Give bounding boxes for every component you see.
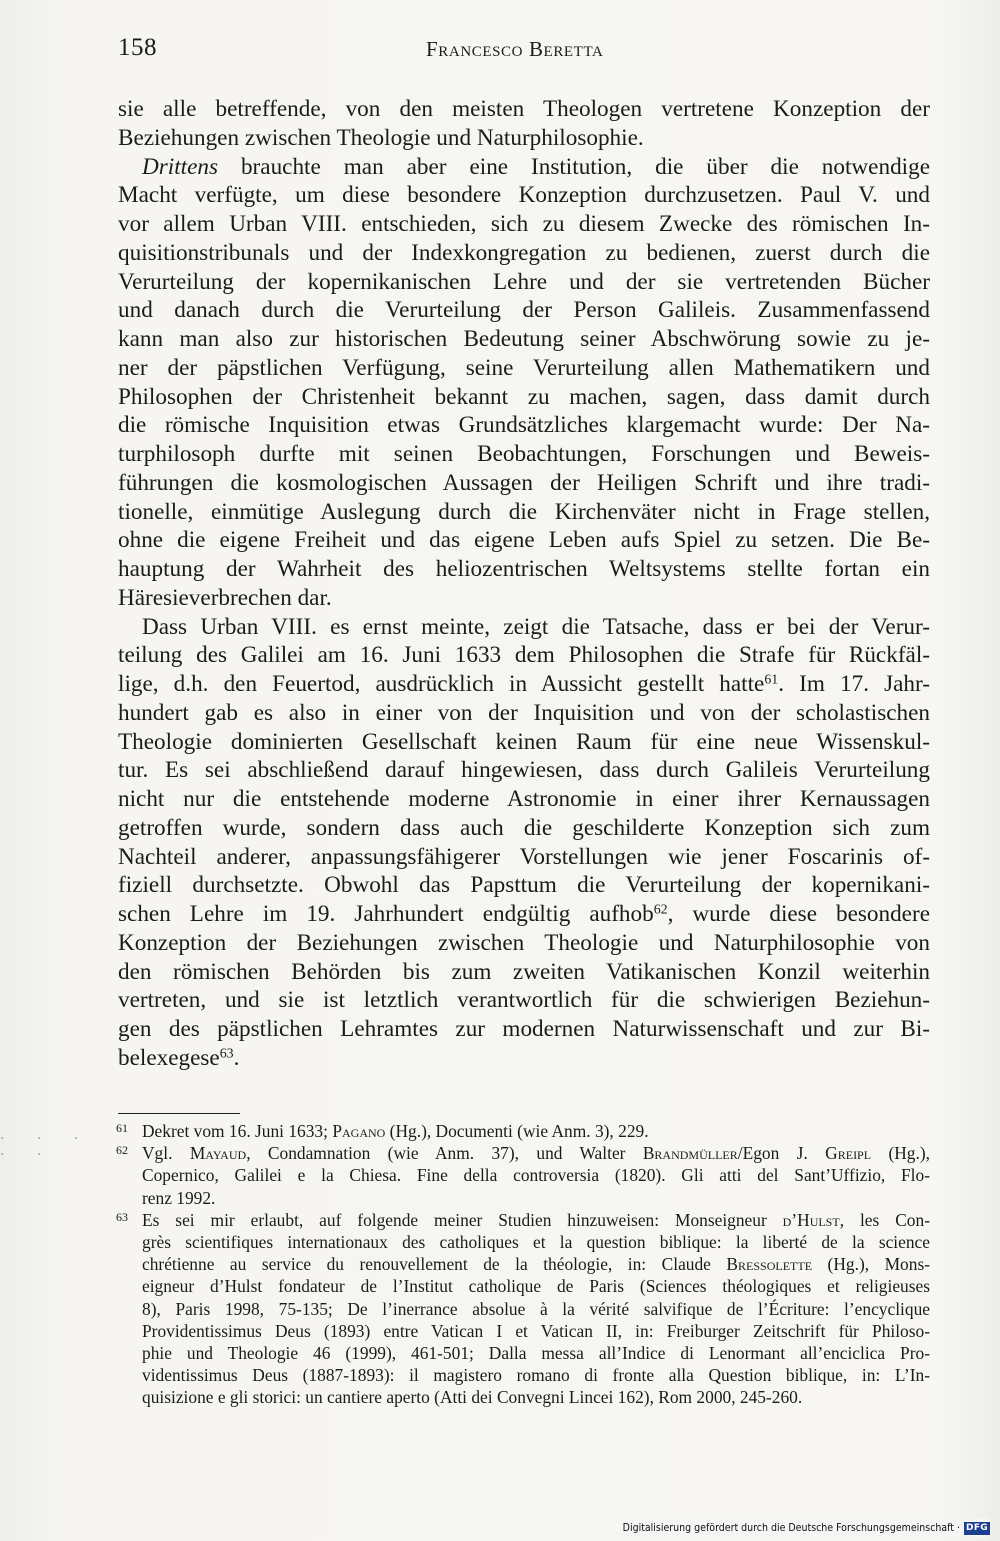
text-line xyxy=(118,670,930,699)
footnote-mark: 61 xyxy=(116,1121,128,1135)
text-line xyxy=(118,1044,930,1073)
text-line: tionelle, einmütige Auslegung durch die Kirchenväter nicht in Frage stellen, xyxy=(118,498,930,525)
footnote-line xyxy=(142,1209,930,1231)
digitization-credit xyxy=(623,1519,990,1537)
text-span: , Condamnation (wie Anm. 37), und Walter xyxy=(246,1143,643,1164)
footnote-62 xyxy=(118,1142,930,1209)
footnote-line: 8), Paris 1998, 75-135; De l’inerrance absolue à la vérité salvifique de l’Écriture: l’encyclique xyxy=(142,1298,930,1319)
text-line: Macht verfügte, um diese besondere Konzeption durchzusetzen. Paul V. und xyxy=(118,182,930,209)
footnote-line xyxy=(142,1142,930,1164)
author-name: Greipl xyxy=(825,1143,872,1164)
footnote-line: phie und Theologie 46 (1999), 461-501; Dalla messa all’Indice di Lenormant all’enciclica Pro- xyxy=(142,1343,930,1364)
text-line: ohne die eigene Freiheit und das eigene Leben aufs Spiel zu setzen. Die Be- xyxy=(118,527,930,554)
margin-marks: · · · · · xyxy=(0,1131,93,1163)
text-line xyxy=(118,900,930,929)
text-line: Beziehungen zwischen Theologie und Naturphilosophie. xyxy=(118,124,644,151)
text-line xyxy=(118,153,930,182)
footnote-line: videntissimus Deus (1887-1893): il magistero romano di fronte alla Question biblique, in: L’In- xyxy=(142,1365,930,1386)
text-span: Dekret vom 16. Juni 1633; xyxy=(142,1121,333,1141)
text-line: gen des päpstlichen Lehramtes zur modernen Naturwissenschaft und zur Bi- xyxy=(118,1016,930,1042)
credit-text: Digitalisierung gefördert durch die Deutsche Forschungsgemeinschaft · xyxy=(622,1522,960,1534)
footnote-line: renz 1992. xyxy=(142,1187,216,1208)
text-line: Dass Urban VIII. es ernst meinte, zeigt die Tatsache, dass er bei der Verur- xyxy=(142,613,930,640)
footnote-line: grès scientifiques internationaux des catholiques et la question biblique: la liberté de la science xyxy=(142,1232,930,1253)
text-span: brauchte man aber eine Institution, die über die notwendige xyxy=(218,153,930,180)
text-line: nicht nur die entstehende moderne Astronomie in einer ihrer Kernaussagen xyxy=(118,786,930,812)
text-span: (Hg.), Documenti (wie Anm. 3), 229. xyxy=(385,1121,649,1141)
page-header xyxy=(118,34,930,68)
author-name: Mayaud xyxy=(189,1143,247,1164)
footnote-line xyxy=(142,1120,930,1142)
paragraph-1 xyxy=(118,95,930,153)
text-line: quisitionstribunals und der Indexkongregation zu bedienen, zuerst durch die xyxy=(118,239,930,266)
text-span: Vgl. xyxy=(142,1143,190,1164)
text-span: Es sei mir erlaubt, auf folgende meiner Studien hinzuweisen: Monseigneur xyxy=(142,1209,783,1230)
text-span: belexegese xyxy=(118,1044,220,1071)
text-span: , les Con- xyxy=(839,1209,930,1230)
footnote-line: eigneur d’Hulst fondateur de l’Institut catholique de Paris (Sciences théologiques et religieuses xyxy=(142,1276,930,1297)
text-line: hauptung der Wahrheit des heliozentrischen Weltsystems stellte fortan ein xyxy=(118,556,930,582)
text-line: getroffen wurde, sondern dass auch die geschilderte Konzeption sich zum xyxy=(118,814,930,841)
text-line: turphilosoph durfte mit seinen Beobachtungen, Forschungen und Beweis- xyxy=(118,441,930,467)
author-name: Pagano xyxy=(332,1121,386,1141)
text-line: Konzeption der Beziehungen zwischen Theologie und Naturphilosophie von xyxy=(118,929,930,956)
text-span: /Egon J. xyxy=(737,1143,826,1164)
footnote-ref-62[interactable]: 62 xyxy=(653,902,668,918)
text-line: teilung des Galilei am 16. Juni 1633 dem Philosophen die Strafe für Rückfäl- xyxy=(118,642,930,669)
text-span: (Hg.), Mons- xyxy=(812,1254,931,1275)
running-head: Francesco Beretta xyxy=(426,37,604,61)
text-line: die römische Inquisition etwas Grundsätzliches klargemacht wurde: Der Na- xyxy=(118,412,930,439)
text-line: Nachteil anderer, anpassungsfähigerer Vorstellungen wie jener Foscarinis of- xyxy=(118,843,930,870)
text-line: kann man also zur historischen Bedeutung seiner Abschwörung sowie zu je- xyxy=(118,326,930,352)
text-line: sie alle betreffende, von den meisten Theologen vertretene Konzeption der xyxy=(118,96,930,122)
text-span: schen Lehre im 19. Jahrhundert endgültig aufhob xyxy=(118,901,654,927)
footnote-line: Providentissimus Deus (1893) entre Vatican I et Vatican II, in: Freiburger Zeitschrift für Philoso- xyxy=(142,1320,930,1341)
text-line: vertreten, und sie ist letztlich verantwortlich für die schwierigen Beziehun- xyxy=(118,987,930,1014)
author-name: Brandmüller xyxy=(642,1143,738,1164)
footnote-mark: 62 xyxy=(116,1143,128,1158)
text-line: Häresieverbrechen dar. xyxy=(118,584,332,611)
text-line: führungen die kosmologischen Aussagen der Heiligen Schrift und ihre tradi- xyxy=(118,469,930,496)
text-line: den römischen Behörden bis zum zweiten Vatikanischen Konzil weiterhin xyxy=(118,958,930,985)
footnote-line: quisizione e gli storici: un cantiere aperto (Atti dei Convegni Lincei 162), Rom 2000, 245-260. xyxy=(142,1387,803,1408)
text-line: Theologie dominierten Gesellschaft keinen Raum für eine neue Wissenskul- xyxy=(118,728,930,755)
footnote-ref-63[interactable]: 63 xyxy=(219,1046,234,1062)
text-line: Verurteilung der kopernikanischen Lehre und der sie vertretenden Bücher xyxy=(118,268,930,295)
text-line: und danach durch die Verurteilung der Person Galileis. Zusammenfassend xyxy=(118,297,930,324)
footnote-61 xyxy=(118,1120,930,1142)
footnotes xyxy=(118,1120,930,1409)
text-line: tur. Es sei abschließend darauf hingewiesen, dass durch Galileis Verurteilung xyxy=(118,757,930,784)
text-span: . xyxy=(233,1044,240,1071)
paragraph-2 xyxy=(118,153,930,613)
paragraph-3 xyxy=(118,613,930,1073)
text-line: ner der päpstlichen Verfügung, seine Verurteilung allen Mathematikern und xyxy=(118,354,930,381)
text-span: (Hg.), xyxy=(871,1143,930,1164)
footnote-mark: 63 xyxy=(116,1209,128,1224)
page-number: 158 xyxy=(118,34,157,61)
text-line: hundert gab es also in einer von der Inquisition und von der scholastischen xyxy=(118,699,930,726)
main-text xyxy=(118,95,930,1073)
footnote-rule xyxy=(118,1113,240,1114)
dfg-logo-icon: DFG xyxy=(964,1522,990,1535)
emphasis: Drittens xyxy=(142,153,219,180)
text-span: lige, d.h. den Feuertod, ausdrücklich in Aussicht gestellt hatte xyxy=(118,671,765,697)
text-span: chrétienne au service du renouvellement de la théologie, in: Claude xyxy=(142,1254,727,1275)
footnote-63 xyxy=(118,1209,930,1409)
footnote-ref-61[interactable]: 61 xyxy=(764,672,779,688)
text-span: , wurde diese besondere xyxy=(667,901,930,927)
footnote-line xyxy=(142,1253,930,1275)
author-name: d’Hulst xyxy=(782,1209,840,1230)
text-line: vor allem Urban VIII. entschieden, sich zu diesem Zwecke des römischen In- xyxy=(118,211,930,237)
text-line: fiziell durchsetzte. Obwohl das Papsttum die Verurteilung der kopernikani- xyxy=(118,872,930,899)
text-line: Philosophen der Christenheit bekannt zu machen, sagen, dass damit durch xyxy=(118,383,930,410)
footnote-line: Copernico, Galilei e la Chiesa. Fine della controversia (1820). Gli atti del Sant’Uffizio, Flo- xyxy=(142,1165,930,1186)
author-name: Bressolette xyxy=(726,1254,813,1275)
text-span: . Im 17. Jahr- xyxy=(778,671,931,697)
